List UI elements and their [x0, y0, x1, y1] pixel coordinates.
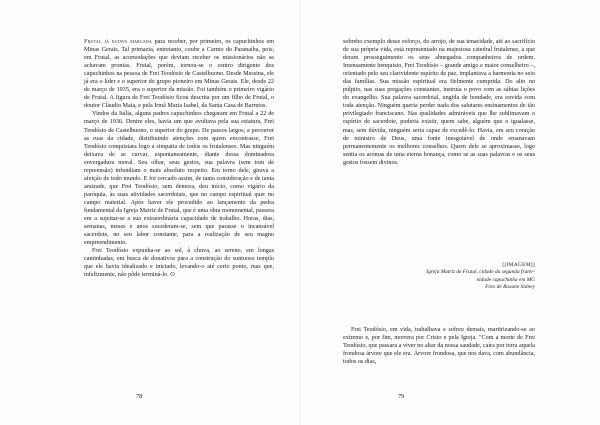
image-placeholder-tag: [[IMAGEM]] [502, 262, 535, 268]
caption-line: Igreja Matriz de Frutal, cidade da segunda frater- [426, 269, 535, 276]
photo-credit: Foto de Roxane Sidney [485, 284, 535, 291]
paragraph [84, 38, 274, 110]
right-page-text-column [343, 38, 535, 167]
paragraph-text: Vindos da Itália, alguns padres capuchinhos chegaram em Frutal a 22 de março de 1936. Dentre eles, havia um que avultava pela sua estatura, Frei Teodósio de Castelbuono, o superior do grupo. De passos largos, a percorrer as ruas da cidade, distribuindo atenções com quem encontrasse, Frei Teodósio conquistara logo a simpatia de todos os frutalenses. Mas ninguém deixava de se curvar, espontaneamente, diante dessa dominadora envergadura moral. Seu olhar, seus gestos, sua palavra (sem tom de repreensão) infundiam o mais absoluto respeito. Em torno dele, girava a afeição de todo mundo. E foi cercado assim, de tanta consideração e de tanta amizade, que Frei Teodósio, sem demora, deu início, como vigário da paróquia, às suas atividades sacerdotais, que no campo espiritual quer no campo material. Após haver ele procedido ao lançamento da pedra fundamental da Igreja Matriz de Frutal, que é uma obra monumental, passera em a sujeitar-se a sua extraordinária capacidade de trabalho. Horas, dias, semanas, meses e anos sucederam-se, sem que parasse o incansável sacerdote, no seu labor constante, para a realização de seu magno empreendimento. [84, 111, 274, 247]
page-number: 79 [398, 393, 405, 400]
paragraph-text: Frei Teodósio expunha-se ao sol, à chuva, ao sereno, em longas caminhadas, em busca de donativos para a construção do suntuoso templo que ele havia idealizado e iniciado, levando-o até certo ponto, mas que, infelizmente, não pôde terminá-lo. O [84, 248, 274, 279]
caption-line: nidade capuchinha em MG [476, 276, 535, 283]
paragraph-text: para receber, por primeiro, os capuchinhos em Minas Gerais. Tal primazia, entretanto, coube a Carmo do Paranaíba, pois, em Frutal, as acomodações que deviam receber os missionários não se achavam prontas. Frutal, porém, tornou-se o centro dirigente dos capuchinhos na pessoa de Frei Teodósio de Castelbuono. Desde Messina, ele já era o líder e o superior do grupo pioneiro em Minas Gerais. Ele, desde 22 de março de 1935, era o superior da missão. Foi também o primeiro vigário de Frutal. A figura de Frei Teodósio ficou descrita por um filho de Frutal, o doutor Cláudio Maia, e pela Irmã Maria Isabel, da Santa Casa de Barretos. [84, 39, 275, 110]
paragraph: sobrebo exemplo desse esforço, do arrojo, de sua tenacidade, até ao sacrifício de sua própria vida, está representado na majestosa catedral frutalense, a que deram prosseguimento os seus abnegados companheiros de ordem. Imensamente benquisto, Frei Teodósio – grande amigo e maior conselheiro –, orientado pelo seu clarividente espírito de paz, implantava a harmonia no seio das famílias. Sua missão espiritual era fielmente cumprida. Do alto no púlpito, nas suas pregações constantes, instruía o povo com as sábias lições do evangelho. Sua palavra sacerdotal, ungida de bondade, era ouvida com toda atenção. Ninguém queria perder nada dos salutares ensinamentos de tão privilegiado franciscano. Nas qualidades admiráveis que lhe sublimavam o espírito de sacerdote, poderia existir, quem sabe, alguém que o igualasse, mas, sem dúvida, ninguém seria capaz de excedê-lo. Havia, em seu coração de ministro de Deus, uma fonte inesgotável de onde emanavam permanentemente os melhores conselhos. Quem dele se aproximasse, logo sentia os aromas de uma eterna bonança, como se as suas palavras e os seus gestos fossem divinos. [343, 39, 535, 166]
paragraph [84, 247, 274, 279]
image-caption [343, 262, 535, 292]
paragraph: Frei Teodósio, em vida, trabalhava e sofreu demais, martirizando-se ao extremo e, por fim, morrera por Cristo e pela Igreja. "Com a morte de Frei Teodósio, que passara a viver no altar da nossa saudade, caíra por terra aquela frondosa árvore que ele era. Árvore frondosa, que nos dava, com abundância, todos os dias, [343, 327, 535, 366]
right-page [300, 0, 600, 425]
paragraph-lead-in: Frutal já estava marcada [84, 39, 153, 45]
paragraph [84, 110, 274, 247]
left-page-text-column [84, 38, 274, 279]
right-page-lower-text [343, 326, 535, 366]
page-number: 78 [136, 393, 143, 400]
